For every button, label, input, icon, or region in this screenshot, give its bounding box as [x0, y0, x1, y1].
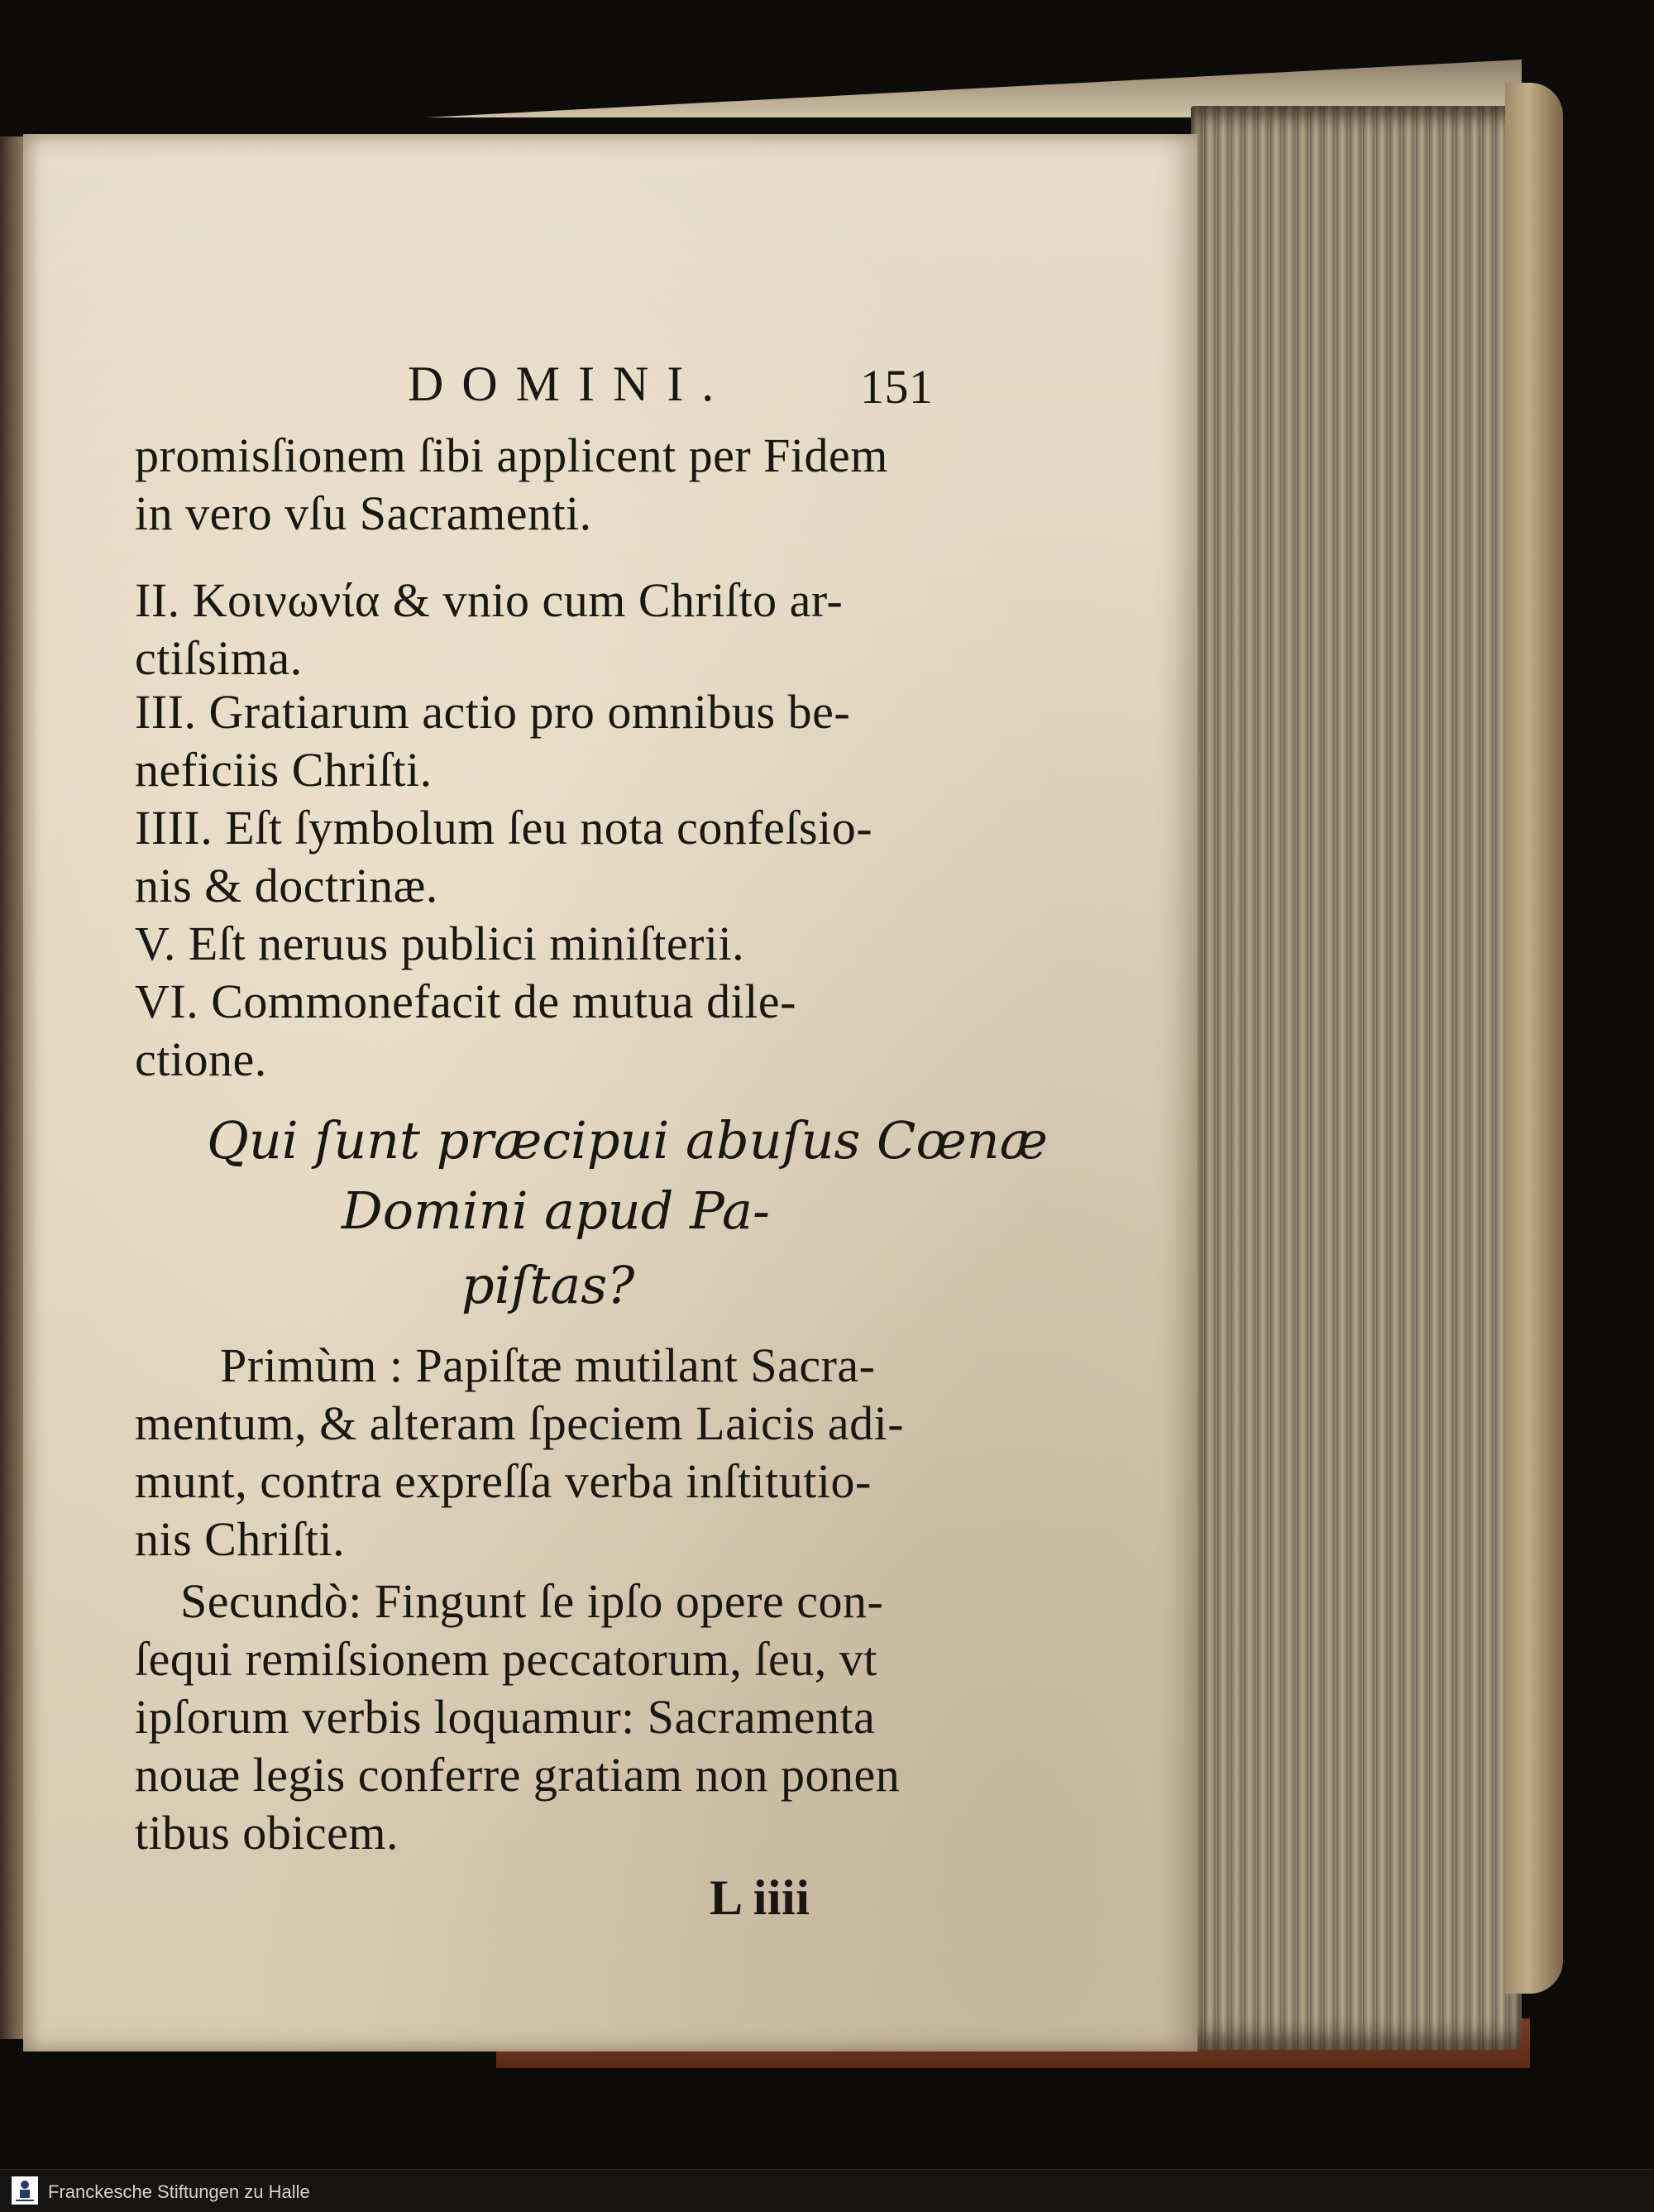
cover-right-edge	[1505, 83, 1563, 1994]
institution-logo-icon	[12, 2176, 38, 2205]
page-number: 151	[860, 360, 934, 414]
text-line: ſequi remiſsionem peccatorum, ſeu, vt	[135, 1632, 877, 1686]
text-line: tibus obicem.	[135, 1806, 399, 1860]
section-heading-line: Domini apud Pa-	[342, 1180, 770, 1241]
page-block-edges	[1191, 106, 1522, 2050]
text-line: Primùm : Papiſtæ mutilant Sacra-	[220, 1338, 876, 1392]
text-line: promisſionem ſibi applicent per Fidem	[135, 429, 888, 482]
text-line: ctione.	[135, 1032, 267, 1086]
text-line: nis & doctrinæ.	[135, 859, 438, 912]
text-line: Secundò: Fingunt ſe ipſo opere con-	[180, 1574, 884, 1628]
section-heading-line: Qui ſunt præcipui abuſus Cœnæ	[207, 1110, 1048, 1171]
footer-bar	[0, 2169, 1654, 2212]
text-line: ipſorum verbis loquamur: Sacramenta	[135, 1690, 876, 1744]
text-line: nouæ legis conferre gratiam non ponen	[135, 1748, 901, 1802]
text-line: VI. Commonefacit de mutua dile-	[135, 974, 796, 1028]
section-heading-line: piſtas?	[461, 1255, 635, 1315]
catchword-signature: L iiii	[710, 1870, 810, 1925]
text-line: in vero vſu Sacramenti.	[135, 486, 592, 540]
institution-name: Franckesche Stiftungen zu Halle	[48, 2181, 310, 2202]
text-line: ctiſsima.	[135, 631, 303, 685]
text-line: II. Κοινωνία & vnio cum Chriſto ar-	[135, 573, 844, 627]
running-head: DOMINI.	[408, 357, 733, 411]
text-line: munt, contra expreſſa verba inſtitutio-	[135, 1454, 872, 1508]
text-line: neficiis Chriſti.	[135, 743, 433, 797]
text-line: III. Gratiarum actio pro omnibus be-	[135, 685, 851, 739]
text-line: IIII. Eſt ſymbolum ſeu nota confeſsio-	[135, 801, 873, 855]
text-line: nis Chriſti.	[135, 1512, 346, 1566]
text-line: mentum, & alteram ſpeciem Laicis adi-	[135, 1396, 905, 1450]
left-page-edge	[0, 136, 25, 2039]
book-page	[23, 134, 1197, 2052]
text-line: V. Eſt neruus publici miniſterii.	[135, 917, 745, 970]
